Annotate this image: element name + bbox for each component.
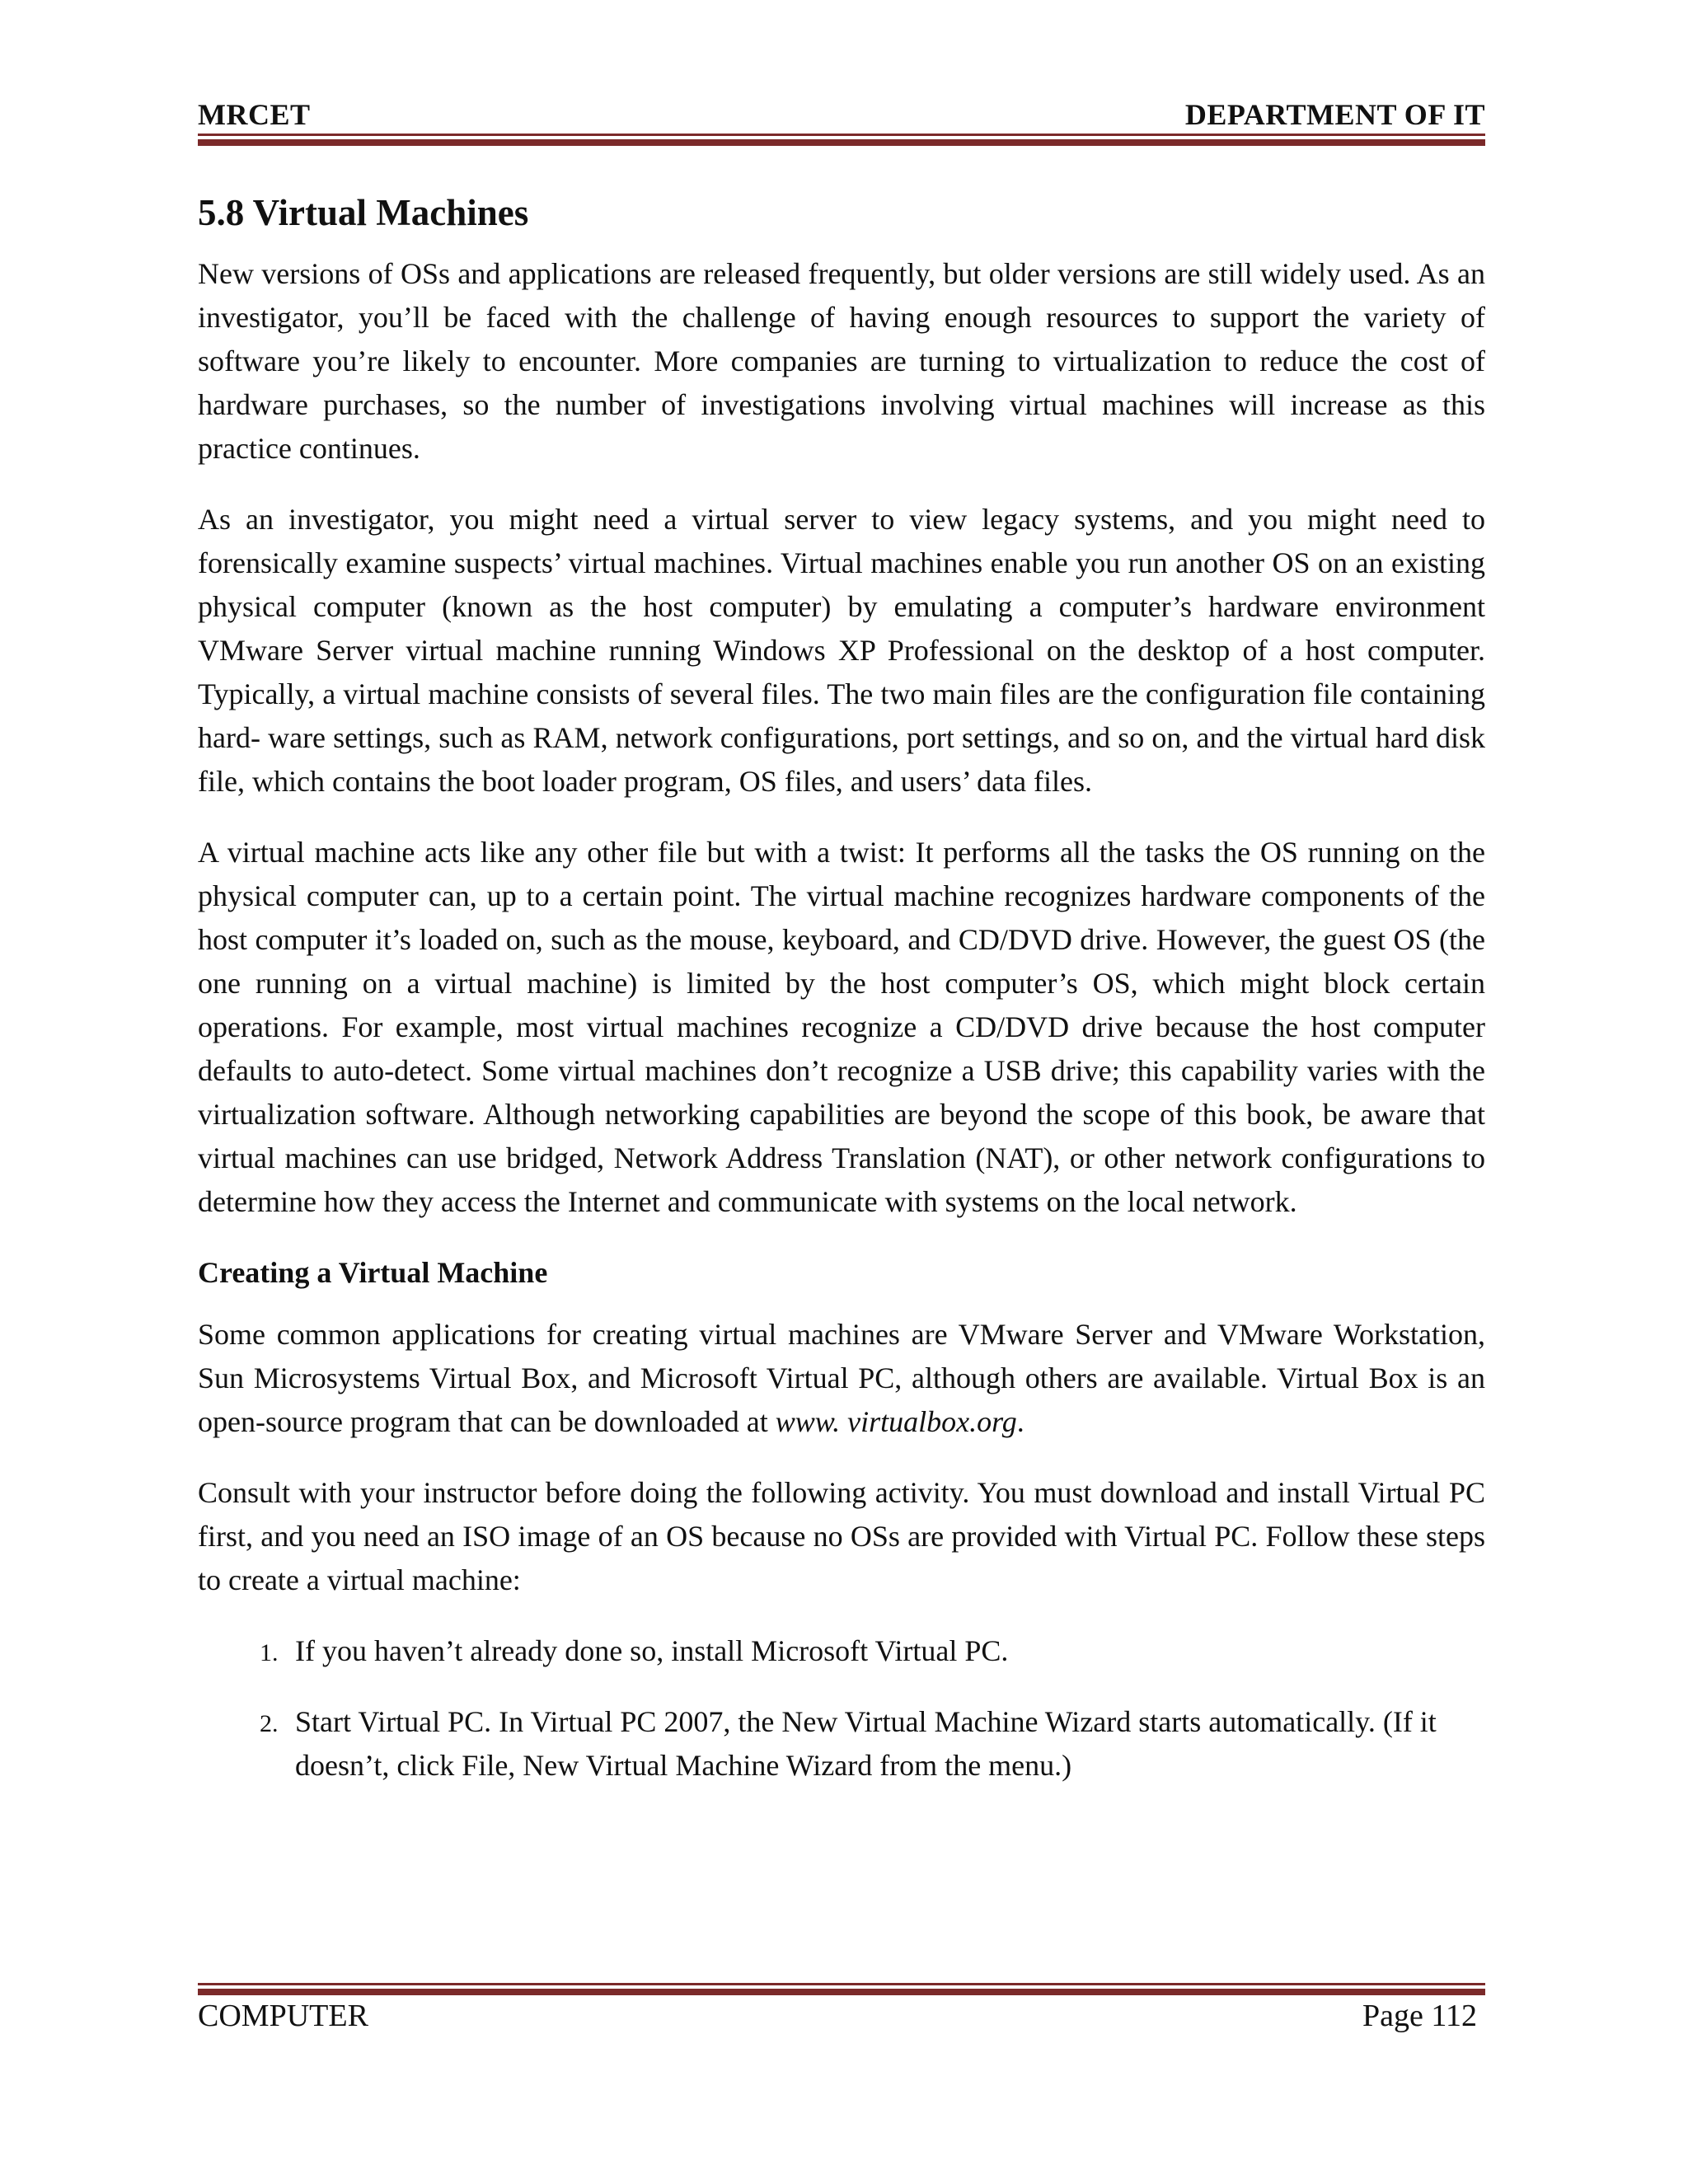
paragraph-investigator: As an investigator, you might need a virtual server to view legacy systems, and you might need to forensically examine suspects’ virtual machines. Virtual machines enable you run another OS on an existing physical computer (known as the host computer) by emulating a computer’s hardware environment VMware Server virtual machine running Windows XP Professional on the desktop of a host computer. Typically, a virtual machine consists of several files. The two main files are the configuration file containing hard- ware settings, such as RAM, network configurations, port settings, and so on, and the virtual hard disk file, which contains the boot loader program, OS files, and users’ data files. [198, 503, 1485, 798]
footer-rule [198, 1983, 1485, 1995]
footer-course: COMPUTER [198, 1999, 368, 2033]
paragraph-vm-behavior: A virtual machine acts like any other file but with a twist: It performs all the tasks the OS running on the physical computer can, up to a certain point. The virtual machine recognizes hardware components of the host computer it’s loaded on, such as the mouse, keyboard, and CD/DVD drive. However, the guest OS (the one running on a virtual machine) is limited by the host computer’s OS, which might block certain operations. For example, most virtual machines recognize a CD/DVD drive because the host computer defaults to auto-detect. Some virtual machines don’t recognize a USB drive; this capability varies with the virtualization software. Although networking capabilities are beyond the scope of this book, be aware that virtual machines can use bridged, Network Address Translation (NAT), or other network configurations to determine how they access the Internet and communicate with systems on the local network. [198, 836, 1485, 1218]
applications-end: . [1016, 1405, 1025, 1438]
step-number: 2. [260, 1710, 279, 1737]
page-header [198, 97, 1485, 138]
page-footer [198, 1998, 1485, 2039]
paragraph-consult: Consult with your instructor before doing the following activity. You must download and install Virtual PC first, and you need an ISO image of an OS because no OSs are provided with Virtual PC. Follow these steps to create a virtual machine: [198, 1476, 1485, 1596]
step-text: Start Virtual PC. In Virtual PC 2007, the New Virtual Machine Wizard starts automatically. (If it doesn’t, click File, New Virtual Machine Wizard from the menu.) [295, 1705, 1437, 1782]
list-item [198, 1700, 1485, 1788]
steps-list [198, 1629, 1485, 1788]
paragraph-applications [198, 1313, 1485, 1444]
header-institution: MRCET [198, 98, 311, 131]
applications-text: Some common applications for creating virtual machines are VMware Server and VMware Workstation, Sun Microsystems Virtual Box, and Microsoft Virtual PC, although others are available. Virtual Box is an open-source program that can be downloaded at [198, 1318, 1485, 1438]
page-content [198, 191, 1485, 1815]
header-department: DEPARTMENT OF IT [1184, 98, 1485, 131]
step-text: If you haven’t already done so, install Microsoft Virtual PC. [295, 1634, 1009, 1667]
page-number: Page 112 [1362, 1999, 1477, 2033]
paragraph-intro: New versions of OSs and applications are released frequently, but older versions are still widely used. As an investigator, you’ll be faced with the challenge of having enough resources to support the variety of software you’re likely to encounter. More companies are turning to virtualization to reduce the cost of hardware purchases, so the number of investigations involving virtual machines will increase as this practice continues. [198, 257, 1485, 465]
header-rule [198, 134, 1485, 146]
subsection-title: Creating a Virtual Machine [198, 1256, 548, 1289]
virtualbox-url: www. virtualbox.org [775, 1405, 1017, 1438]
list-item [198, 1629, 1485, 1673]
section-title: 5.8 Virtual Machines [198, 192, 529, 233]
step-number: 1. [260, 1639, 279, 1666]
